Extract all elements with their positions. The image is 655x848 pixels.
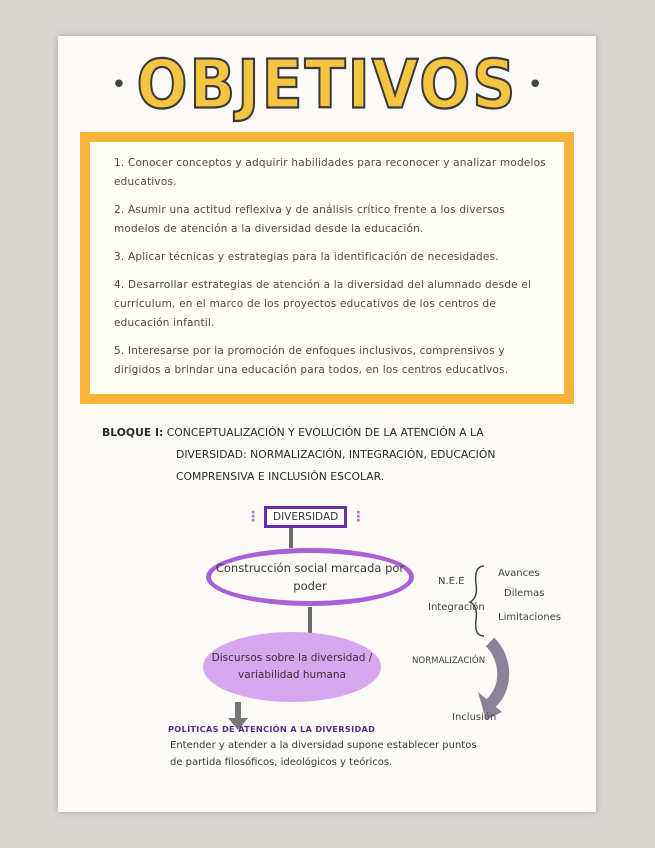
inclusion-label: Inclusión — [452, 712, 497, 723]
objective-item: 2. Asumir una actitud reflexiva y de análisis crítico frente a los diversos modelos de atención a la diversidad desde la educación. — [114, 204, 505, 235]
politicas-section — [168, 724, 488, 771]
notebook-page — [58, 36, 596, 812]
discursos-ellipse — [203, 632, 381, 702]
curved-arrow-icon — [490, 642, 503, 704]
bloque-line-3: COMPRENSIVA E INCLUSIÓN ESCOLAR. — [176, 470, 385, 483]
objective-item: 5. Interesarse por la promoción de enfoques inclusivos, comprensivos y dirigidos a brindar una educación para todos, en los centros educativos. — [114, 345, 509, 376]
diversidad-box: DIVERSIDAD — [264, 506, 347, 528]
page-title: OBJETIVOS — [136, 45, 518, 125]
objective-item: 4. Desarrollar estrategias de atención a la diversidad del alumnado desde el currículum, en el marco de los proyectos educativos de los centros de educación infantil. — [114, 279, 532, 329]
bloque-label: BLOQUE I: — [102, 426, 164, 439]
emphasis-marks-icon: ⋮ — [246, 509, 260, 525]
integracion-label: Integración — [428, 602, 485, 613]
normalizacion-label: NORMALIZACIÓN — [412, 656, 486, 666]
discursos-text: Discursos sobre la diversidad / variabilidad humana — [211, 652, 373, 681]
objective-item: 1. Conocer conceptos y adquirir habilidades para reconocer y analizar modelos educativos. — [114, 157, 546, 188]
curly-brace-icon — [470, 566, 484, 636]
avances-label: Avances — [498, 568, 540, 579]
objective-item: 3. Aplicar técnicas y estrategias para la identificación de necesidades. — [114, 251, 499, 263]
politicas-heading: POLÍTICAS DE ATENCIÓN A LA DIVERSIDAD — [168, 724, 376, 734]
construccion-ellipse — [206, 548, 414, 606]
title-dot-right: • — [527, 70, 543, 100]
diversidad-node — [246, 506, 365, 528]
construccion-text: Construcción social marcada por poder — [215, 561, 405, 593]
emphasis-marks-icon: ⋮ — [351, 509, 366, 525]
nee-label: N.E.E — [438, 576, 465, 587]
politicas-text: Entender y atender a la diversidad supone establecer puntos de partida filosóficos, ideológicos y teóricos. — [170, 740, 477, 768]
dilemas-label: Dilemas — [504, 588, 545, 599]
title-dot-left: • — [111, 70, 127, 100]
limitaciones-label: Limitaciones — [498, 612, 562, 623]
bloque-line-2: DIVERSIDAD: NORMALIZACIÓN, INTEGRACIÓN, EDUCACIÓN — [176, 448, 496, 461]
bloque-line-1: CONCEPTUALIZACIÓN Y EVOLUCIÓN DE LA ATENCIÓN A LA — [166, 426, 484, 439]
